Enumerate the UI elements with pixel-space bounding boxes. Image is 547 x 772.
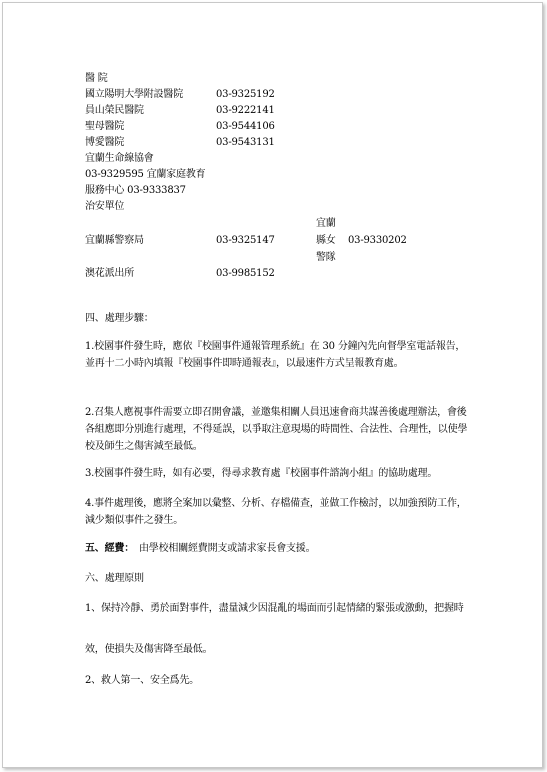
hospital-name: 員山榮民醫院 [85, 105, 144, 116]
hospital-name: 博愛醫院 [85, 137, 125, 148]
hospital-name: 聖母醫院 [85, 121, 125, 132]
family-education-line: 03-9329595 宜蘭家庭教育 [85, 169, 206, 180]
service-center-line: 服務中心 03-9333837 [85, 185, 186, 196]
hospital-phone: 03-9543131 [216, 137, 275, 148]
section4-heading: 四、處理步驟： [85, 313, 154, 324]
section5-heading: 五、經費： [85, 543, 134, 554]
police-bureau-phone: 03-9325147 [216, 235, 275, 246]
section5-text: 由學校相關經費開支或請求家長會支援。 [139, 543, 316, 554]
women-police-line2: 縣女 [316, 235, 336, 246]
police-bureau-name: 宜蘭縣警察局 [85, 235, 144, 246]
principle-2: 2、救人第一、安全爲先。 [85, 675, 199, 686]
step-4: 4.事件處理後，應將全案加以彙整、分析、存檔備查，並做工作檢討，以加強預防工作，減少類似事件之發生。 [85, 498, 467, 526]
women-police-line1: 宜蘭 [316, 218, 336, 229]
hospital-phone: 03-9222141 [216, 105, 275, 116]
aoa-station-name: 澳花派出所 [85, 268, 134, 279]
document-page [2, 2, 543, 768]
principle-1: 1、保持冷靜、勇於面對事件，盡量減少因混亂的場面而引起情緒的緊張或激動，把握時 [85, 603, 464, 614]
security-heading: 治安單位 [85, 201, 125, 212]
aoa-station-phone: 03-9985152 [216, 268, 275, 279]
women-police-line3: 警隊 [316, 252, 336, 263]
hospital-heading: 醫 院 [85, 73, 108, 84]
section6-heading: 六、處理原則 [85, 573, 144, 584]
life-line-association: 宜蘭生命線協會 [85, 153, 154, 164]
hospital-phone: 03-9325192 [216, 89, 275, 100]
step-3: 3.校園事件發生時，如有必要，得尋求教育處『校園事件諮詢小組』的協助處理。 [85, 468, 438, 479]
step-1: 1.校園事件發生時，應依『校園事件通報管理系統』在 30 分鐘內先向督學室電話報告，並再十二小時內填報『校園事件即時通報表』，以最速件方式呈報教育處。 [85, 341, 466, 369]
women-police-phone: 03-9330202 [348, 235, 407, 246]
hospital-phone: 03-9544106 [216, 121, 275, 132]
step-2: 2.召集人應視事件需要立即召開會議，並邀集相關人員迅速會商共謀善後處理辦法，會後各組應即分別進行處理，不得延誤，以爭取注意現場的時間性、合法性、合理性，以使學校及師生之傷害減至最低。 [85, 407, 468, 452]
principle-1-continued: 效，使損失及傷害降至最低。 [85, 644, 213, 655]
hospital-name: 國立陽明大學附設醫院 [85, 89, 183, 100]
